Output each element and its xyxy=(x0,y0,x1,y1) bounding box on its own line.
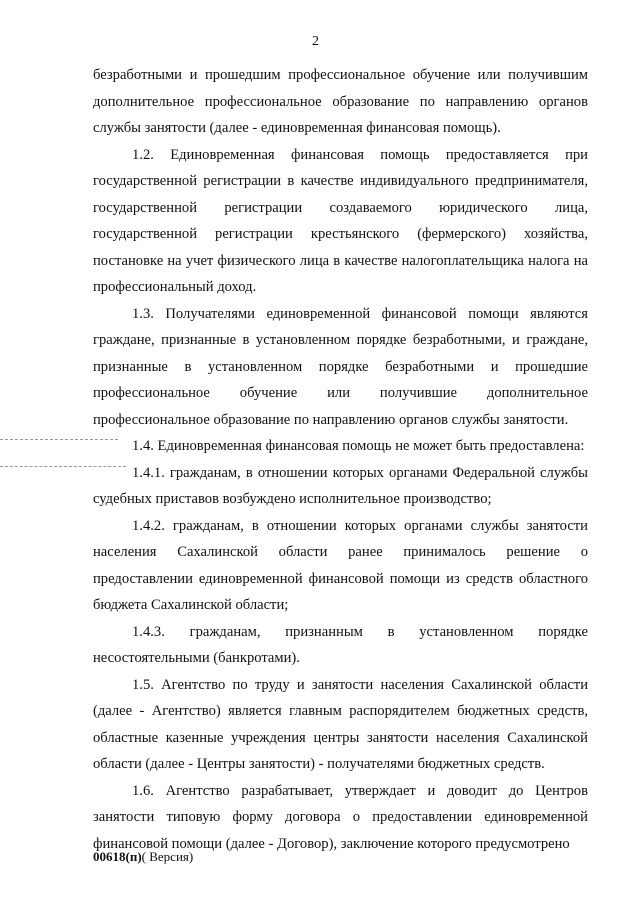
paragraph-1-4: 1.4. Единовременная финансовая помощь не может быть предоставлена: xyxy=(132,438,585,454)
paragraph-1-2: 1.2. Единовременная финансовая помощь предоставляется при государственной регистрации в качестве индивидуального предпринимателя, государственной регистрации создаваемого юридического лица, государственной регистрации крестьянского (фермерского) хозяйства, постановке на учет физического лица в качестве налогоплательщика налога на профессиональный доход. xyxy=(93,146,588,295)
paragraph-1-6: 1.6. Агентство разрабатывает, утверждает и доводит до Центров занятости типовую форму договора о предоставлении единовременной финансовой помощи (далее - Договор), заключение которого предусмотрено xyxy=(93,782,588,852)
footer-document-code xyxy=(93,849,193,865)
paragraph-continuation: безработными и прошедшим профессиональное обучение или получившим дополнительное профессиональное образование по направлению органов службы занятости (далее - единовременная финансовая помощь). xyxy=(93,67,588,136)
document-code: 00618(п) xyxy=(93,849,142,864)
paragraph-1-4-3: 1.4.3. гражданам, признанным в установленном порядке несостоятельными (банкротами). xyxy=(93,623,588,666)
paragraph-1-4-1: 1.4.1. гражданам, в отношении которых органами Федеральной службы судебных приставов возбуждено исполнительное производство; xyxy=(93,464,588,507)
page-number: 2 xyxy=(312,34,319,49)
paragraph-1-5: 1.5. Агентство по труду и занятости населения Сахалинской области (далее - Агентство) является главным распорядителем бюджетных средств, областные казенные учреждения центры занятости населения Сахалинской области (далее - Центры занятости) - получателями бюджетных средств. xyxy=(93,676,588,772)
paragraph-1-4-2: 1.4.2. гражданам, в отношении которых органами службы занятости населения Сахалинской области ранее принималось решение о предоставлении единовременной финансовой помощи из средств областного бюджета Сахалинской области; xyxy=(93,517,588,613)
document-version: ( Версия) xyxy=(141,849,194,864)
paragraph-1-3: 1.3. Получателями единовременной финансовой помощи являются граждане, признанные в установленном порядке безработными, и граждане, признанные в установленном порядке безработными и прошедшие профессиональное обучение или получившие дополнительное профессиональное образование по направлению органов службы занятости. xyxy=(93,305,588,428)
document-body xyxy=(93,62,588,857)
